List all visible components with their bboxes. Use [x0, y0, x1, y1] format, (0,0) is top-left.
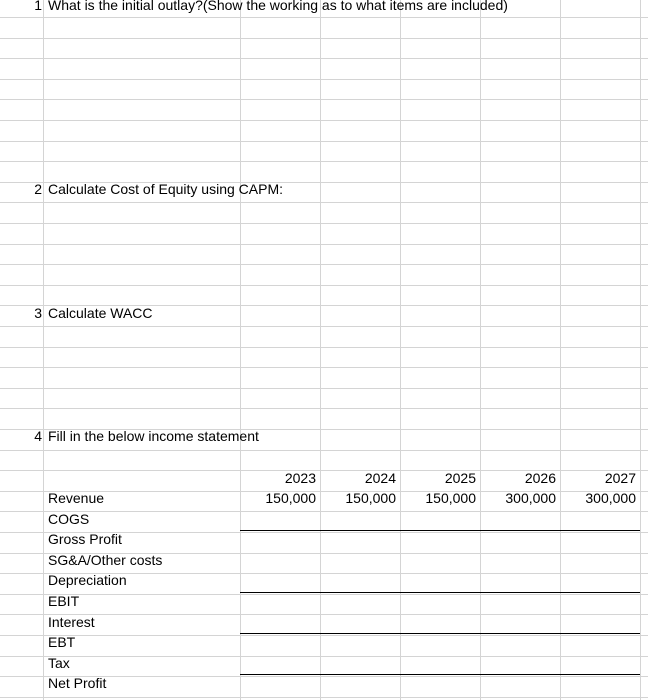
- year-header-2026[interactable]: 2026: [524, 470, 556, 486]
- question-2-text[interactable]: Calculate Cost of Equity using CAPM:: [48, 181, 283, 197]
- revenue-2027[interactable]: 300,000: [585, 490, 636, 506]
- revenue-2023[interactable]: 150,000: [265, 490, 316, 506]
- row-label-interest[interactable]: Interest: [48, 614, 95, 630]
- gridline: [43, 0, 44, 700]
- row-label-net-profit[interactable]: Net Profit: [48, 675, 107, 691]
- revenue-2025[interactable]: 150,000: [425, 490, 476, 506]
- border-tax: [240, 674, 640, 675]
- question-4-text[interactable]: Fill in the below income statement: [48, 428, 259, 444]
- question-number-1: 1: [34, 0, 42, 13]
- border-cogs: [240, 530, 640, 531]
- gridline: [480, 0, 481, 700]
- row-label-ebt[interactable]: EBT: [48, 634, 76, 650]
- border-depreciation: [240, 592, 640, 593]
- gridline: [400, 0, 401, 700]
- revenue-2024[interactable]: 150,000: [345, 490, 396, 506]
- revenue-2026[interactable]: 300,000: [505, 490, 556, 506]
- year-header-2023[interactable]: 2023: [284, 470, 316, 486]
- year-header-2024[interactable]: 2024: [364, 470, 396, 486]
- row-label-ebit[interactable]: EBIT: [48, 593, 80, 609]
- year-header-2025[interactable]: 2025: [444, 470, 476, 486]
- question-3-text[interactable]: Calculate WACC: [48, 305, 153, 321]
- row-label-tax[interactable]: Tax: [48, 655, 70, 671]
- row-label-sga[interactable]: SG&A/Other costs: [48, 552, 163, 568]
- row-label-revenue[interactable]: Revenue: [48, 490, 105, 506]
- row-label-gross-profit[interactable]: Gross Profit: [48, 531, 122, 547]
- question-number-4: 4: [34, 428, 42, 444]
- row-label-depreciation[interactable]: Depreciation: [48, 572, 127, 588]
- question-number-3: 3: [34, 305, 42, 321]
- question-1-text[interactable]: What is the initial outlay?(Show the working as to what items are included): [48, 0, 508, 13]
- gridline: [240, 0, 241, 700]
- row-label-cogs[interactable]: COGS: [48, 511, 90, 527]
- gridline: [560, 0, 561, 700]
- gridline: [320, 0, 321, 700]
- question-number-2: 2: [34, 181, 42, 197]
- gridline: [640, 0, 641, 700]
- year-header-2027[interactable]: 2027: [604, 470, 636, 486]
- border-interest: [240, 633, 640, 634]
